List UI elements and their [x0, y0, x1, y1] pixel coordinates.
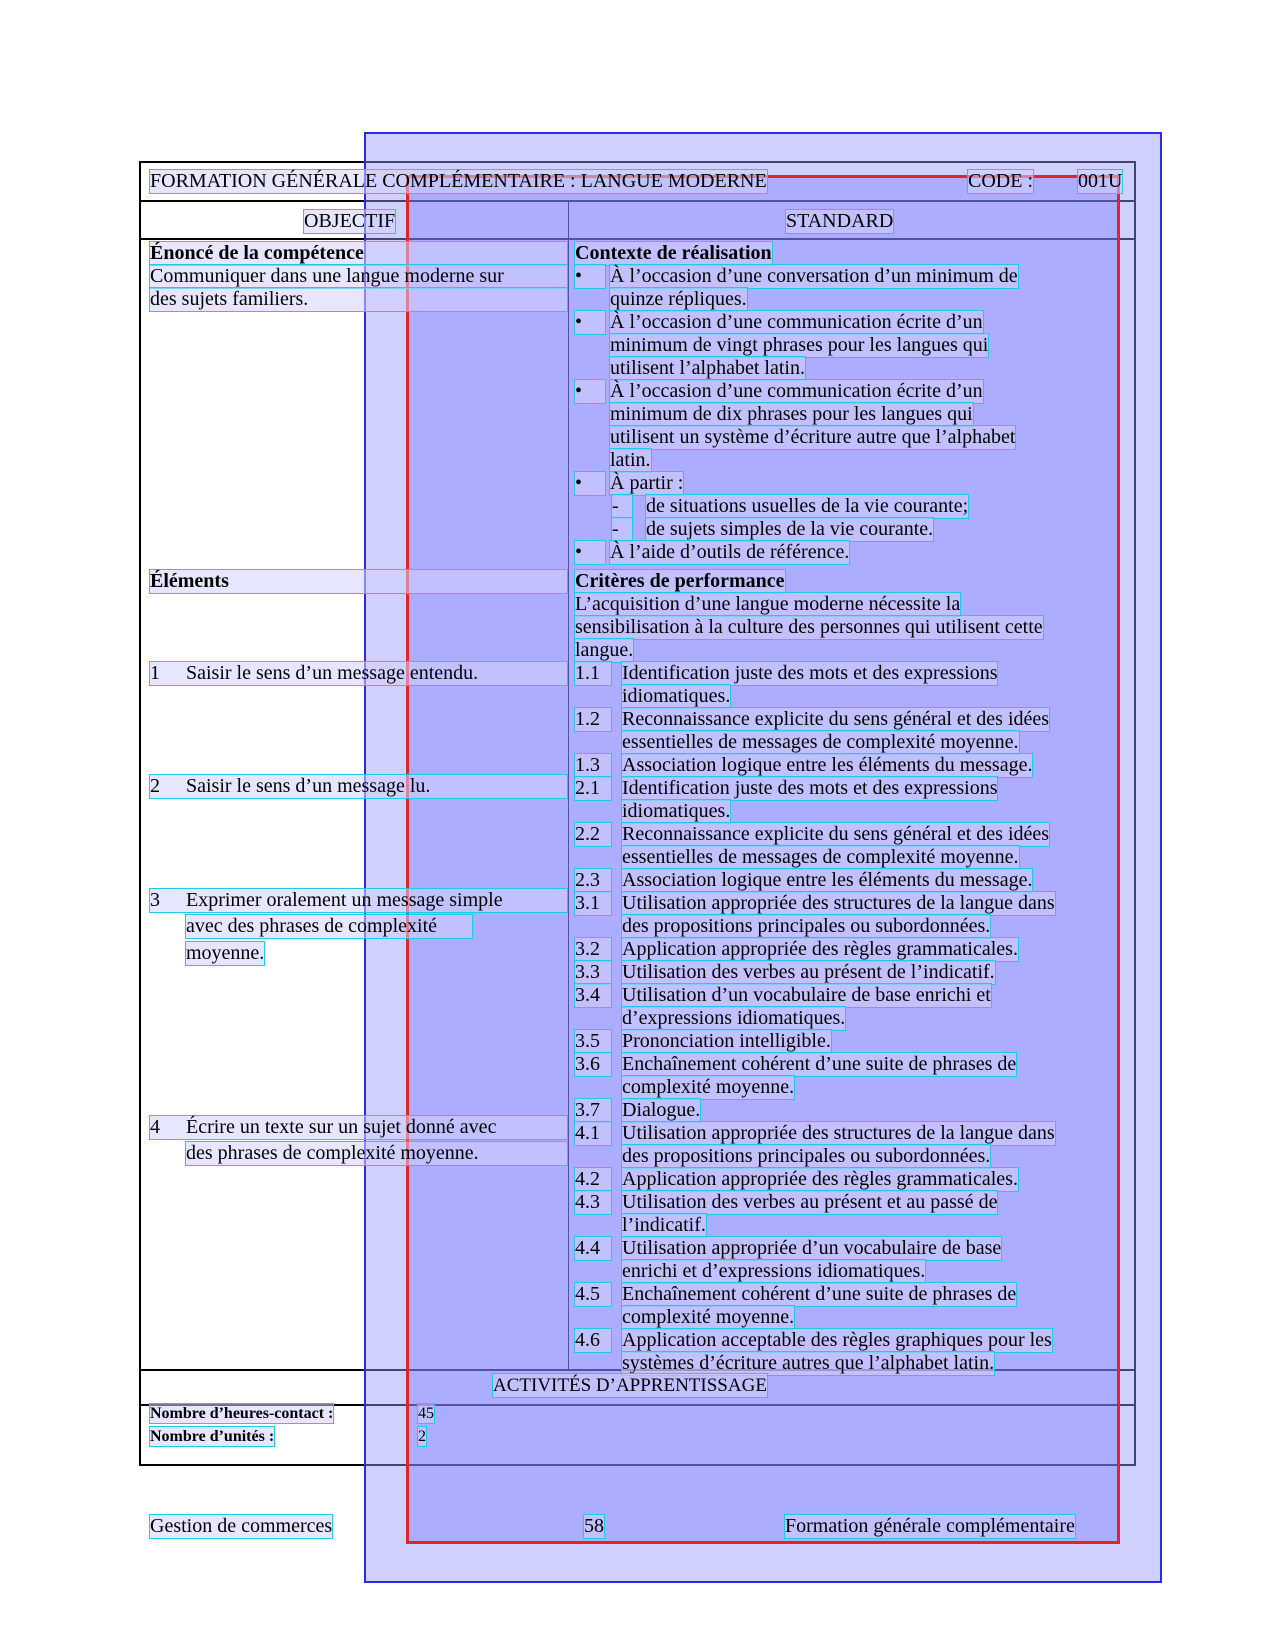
criteres-intro: L’acquisition d’une langue moderne nécessite la — [575, 593, 961, 615]
hours-label: Nombre d’heures-contact : — [150, 1405, 334, 1422]
bullet: • — [575, 380, 605, 403]
element-1 — [150, 662, 567, 685]
element-number: 2 — [150, 775, 160, 797]
criterion-text: Identification juste des mots et des expressions — [622, 662, 998, 684]
criterion-number: 1.1 — [575, 662, 611, 685]
elements-heading: Éléments — [150, 570, 567, 593]
criterion-number: 2.1 — [575, 777, 611, 800]
contexte-heading: Contexte de réalisation — [575, 242, 772, 264]
criterion-text: Identification juste des mots et des expressions — [622, 777, 998, 799]
criterion-text: Utilisation des verbes au présent de l’indicatif. — [622, 961, 995, 983]
units-value: 2 — [418, 1428, 426, 1445]
activities-heading: ACTIVITÉS D’APPRENTISSAGE — [493, 1375, 767, 1396]
contexte-item: À l’occasion d’une communication écrite d’un — [610, 311, 983, 333]
criterion-number: 3.1 — [575, 892, 611, 915]
column-objectif: OBJECTIF — [304, 210, 396, 232]
criterion-number: 1.3 — [575, 754, 611, 777]
criterion-text-cont: complexité moyenne. — [622, 1306, 795, 1328]
criterion-text: Utilisation appropriée d’un vocabulaire de base — [622, 1237, 1002, 1259]
criterion-text: Enchaînement cohérent d’une suite de phrases de — [622, 1283, 1017, 1305]
criterion-text: Utilisation appropriée des structures de la langue dans — [622, 892, 1055, 914]
criterion-number: 4.3 — [575, 1191, 611, 1214]
hours-value: 45 — [418, 1405, 434, 1422]
criteres-intro: sensibilisation à la culture des personnes qui utilisent cette — [575, 616, 1043, 638]
criterion-text-cont: idiomatiques. — [622, 685, 731, 707]
criterion-text: Application appropriée des règles grammaticales. — [622, 938, 1018, 960]
contexte-item: À l’occasion d’une communication écrite d’un — [610, 380, 983, 402]
criteres-intro: langue. — [575, 639, 634, 661]
criterion-text-cont: essentielles de messages de complexité moyenne. — [622, 731, 1019, 753]
dash: - — [612, 495, 632, 518]
contexte-subitem: de situations usuelles de la vie courante; — [646, 495, 969, 517]
criterion-text: Reconnaissance explicite du sens général et des idées — [622, 708, 1050, 730]
dash: - — [612, 518, 632, 541]
contexte-item-cont: quinze répliques. — [610, 288, 747, 310]
contexte-item-cont: minimum de vingt phrases pour les langues qui — [610, 334, 989, 356]
contexte-item: À l’occasion d’une conversation d’un minimum de — [610, 265, 1018, 287]
criterion-text-cont: des propositions principales ou subordonnées. — [622, 1145, 991, 1167]
criterion-text: Application acceptable des règles graphiques pour les — [622, 1329, 1052, 1351]
element-2 — [150, 775, 567, 798]
contexte-subitem: de sujets simples de la vie courante. — [646, 518, 934, 540]
criterion-text-cont: idiomatiques. — [622, 800, 731, 822]
criteres-heading: Critères de performance — [575, 570, 785, 592]
criterion-number: 1.2 — [575, 708, 611, 731]
criterion-number: 3.4 — [575, 984, 611, 1007]
criterion-text: Utilisation d’un vocabulaire de base enrichi et — [622, 984, 991, 1006]
enonce-line: Communiquer dans une langue moderne sur — [150, 265, 567, 288]
contexte-item-cont: utilisent l’alphabet latin. — [610, 357, 805, 379]
criterion-number: 4.1 — [575, 1122, 611, 1145]
criterion-number: 3.2 — [575, 938, 611, 961]
criterion-number: 3.5 — [575, 1030, 611, 1053]
page-number: 58 — [584, 1515, 604, 1537]
code-label: CODE : — [968, 170, 1033, 192]
criterion-text: Association logique entre les éléments du message. — [622, 869, 1033, 891]
criterion-text: Dialogue. — [622, 1099, 701, 1121]
element-3-line: avec des phrases de complexité — [186, 915, 472, 938]
criterion-number: 4.6 — [575, 1329, 611, 1352]
criterion-number: 4.4 — [575, 1237, 611, 1260]
column-standard: STANDARD — [786, 210, 894, 232]
criterion-number: 2.3 — [575, 869, 611, 892]
enonce-heading: Énoncé de la compétence — [150, 242, 567, 265]
element-text: Saisir le sens d’un message lu. — [186, 775, 431, 797]
element-3-line: moyenne. — [186, 942, 265, 964]
criterion-text-cont: l’indicatif. — [622, 1214, 706, 1236]
bullet: • — [575, 265, 605, 288]
criterion-text: Prononciation intelligible. — [622, 1030, 831, 1052]
code-value: 001U — [1078, 170, 1123, 192]
criterion-number: 2.2 — [575, 823, 611, 846]
criterion-text-cont: essentielles de messages de complexité moyenne. — [622, 846, 1019, 868]
criterion-text: Application appropriée des règles grammaticales. — [622, 1168, 1018, 1190]
contexte-item: À partir : — [610, 472, 684, 494]
bullet: • — [575, 311, 605, 334]
form-title: FORMATION GÉNÉRALE COMPLÉMENTAIRE : LANGUE MODERNE — [150, 170, 767, 192]
contexte-item-cont: latin. — [610, 449, 651, 471]
element-4-line: des phrases de complexité moyenne. — [186, 1142, 567, 1165]
criterion-text-cont: des propositions principales ou subordonnées. — [622, 915, 991, 937]
element-text: Écrire un texte sur un sujet donné avec — [186, 1116, 497, 1138]
criterion-number: 3.3 — [575, 961, 611, 984]
element-number: 1 — [150, 662, 160, 684]
criterion-number: 4.2 — [575, 1168, 611, 1191]
contexte-item: À l’aide d’outils de référence. — [610, 541, 850, 563]
element-number: 3 — [150, 889, 160, 911]
element-text: Saisir le sens d’un message entendu. — [186, 662, 479, 684]
element-text: Exprimer oralement un message simple — [186, 889, 503, 911]
enonce-line: des sujets familiers. — [150, 288, 567, 311]
element-4 — [150, 1116, 567, 1139]
criterion-number: 4.5 — [575, 1283, 611, 1306]
contexte-item-cont: utilisent un système d’écriture autre que l’alphabet — [610, 426, 1016, 448]
element-3 — [150, 889, 567, 912]
criterion-text-cont: enrichi et d’expressions idiomatiques. — [622, 1260, 926, 1282]
bullet: • — [575, 541, 605, 564]
criterion-text: Utilisation des verbes au présent et au passé de — [622, 1191, 998, 1213]
criterion-text-cont: complexité moyenne. — [622, 1076, 795, 1098]
criterion-text-cont: systèmes d’écriture autres que l’alphabet latin. — [622, 1352, 995, 1374]
footer-right: Formation générale complémentaire — [785, 1515, 1075, 1537]
criterion-text: Utilisation appropriée des structures de la langue dans — [622, 1122, 1055, 1144]
criterion-text: Association logique entre les éléments du message. — [622, 754, 1033, 776]
criterion-number: 3.6 — [575, 1053, 611, 1076]
criterion-text-cont: d’expressions idiomatiques. — [622, 1007, 846, 1029]
contexte-item-cont: minimum de dix phrases pour les langues qui — [610, 403, 973, 425]
footer-left: Gestion de commerces — [150, 1515, 333, 1537]
bullet: • — [575, 472, 605, 495]
criterion-text: Reconnaissance explicite du sens général et des idées — [622, 823, 1050, 845]
criterion-number: 3.7 — [575, 1099, 611, 1122]
units-label: Nombre d’unités : — [150, 1428, 275, 1445]
element-number: 4 — [150, 1116, 160, 1138]
criterion-text: Enchaînement cohérent d’une suite de phrases de — [622, 1053, 1017, 1075]
